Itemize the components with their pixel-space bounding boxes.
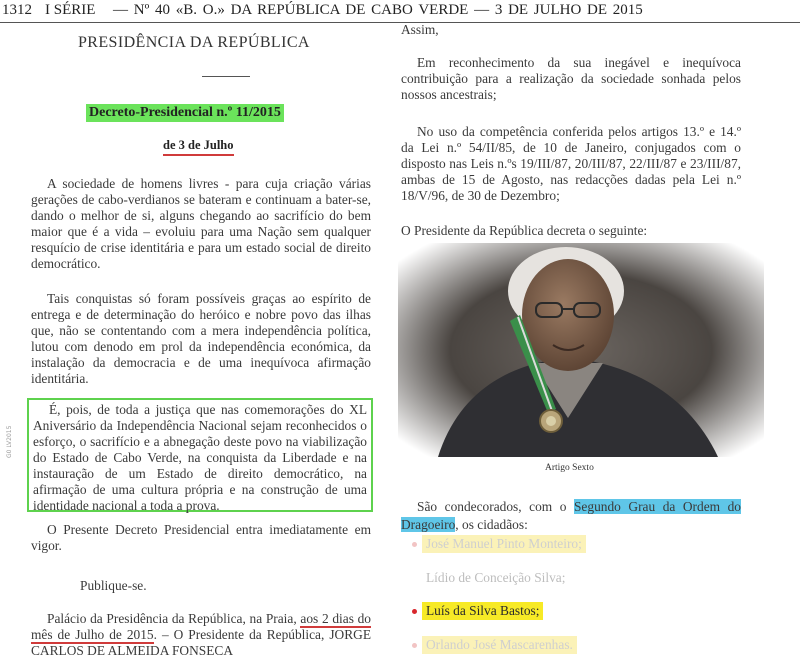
- decoration-intro: [401, 498, 741, 534]
- honoree-2: Lídio de Conceição Silva;: [426, 570, 566, 585]
- decrees-line: O Presidente da República decreta o seguinte:: [401, 223, 648, 238]
- article-caption: Artigo Sexto: [545, 463, 594, 473]
- closing-start: Palácio da Presidência da República, na Praia,: [47, 611, 297, 626]
- portrait-illustration: [398, 243, 764, 457]
- portrait-photo: [398, 243, 764, 457]
- page-number: 1312: [2, 2, 32, 18]
- honoree-1: José Manuel Pinto Monteiro;: [422, 535, 586, 553]
- closing-paragraph: [31, 611, 371, 659]
- closing-end: . – O Presidente da República, JORGE CARLOS DE ALMEIDA FONSECA: [31, 627, 372, 658]
- page-header: [0, 0, 800, 23]
- order-name: Segundo Grau da Ordem do Dragoeiro: [401, 499, 741, 532]
- honoree-3: Luís da Silva Bastos;: [422, 602, 543, 620]
- intro-end: , os cidadãos:: [455, 517, 528, 532]
- paragraph-1: A sociedade de homens livres - para cuja criação várias gerações de cabo-verdianos se bateram e continuam a bater-se, dando o melhor de si, alguns chegando ao sacrifício do bem maior que é a vida – evoluiu para uma Nação sem qualquer resquício de crise identitária e para um estado social de direito democrático.: [31, 176, 371, 271]
- closing-date: aos 2 dias do mês de Julho de 2015: [31, 611, 371, 642]
- assim-line: Assim,: [401, 22, 439, 37]
- page-title: PRESIDÊNCIA DA REPÚBLICA: [78, 34, 310, 51]
- paragraph-3: É, pois, de toda a justiça que nas comemorações do XL Aniversário da Independência Nacional sejam reconhecidos o esforço, o sacrifício e a abnegação deste povo na viabilização do Estado de Cabo Verde, na conquista da Liberdade e na instauração de um Estado de direito democrático, na afirmação de uma cultura própria e na construção de uma identidade nacional a toda a prova.: [33, 402, 367, 513]
- honoree-4: Orlando José Mascarenhas.: [422, 636, 577, 654]
- publish-line: Publique-se.: [80, 578, 147, 593]
- paragraph-2: Tais conquistas só foram possíveis graças ao espírito de entrega e de determinação do heróico e nobre povo das ilhas que, não se contentando com a mera independência política, lutou com denodo em prol da independência económica, da instalação da democracia e de uma inequívoca afirmação identitária.: [31, 291, 371, 386]
- decree-number: Decreto-Presidencial n.º 11/2015: [86, 104, 284, 122]
- issue-label: — Nº 40 «B. O.» DA REPÚBLICA DE CABO VERDE — 3 DE JULHO DE 2015: [113, 2, 643, 18]
- title-divider: [202, 76, 250, 77]
- honoree-bullet: [412, 542, 417, 547]
- honoree-bullet: [412, 609, 417, 614]
- competence-paragraph: No uso da competência conferida pelos artigos 13.º e 14.º da Lei n.º 54/II/85, de 10 de Janeiro, conjugados com o disposto nas Leis n.ºs 19/III/87, 20/III/87, 22/III/87 e 23/III/87, ambas de 15 de Agosto, nas redacções dadas pela Lei n.º 18/V/96, de 30 de Dezembro;: [401, 124, 741, 203]
- side-print: G0 LV2015: [6, 425, 13, 458]
- recognition-paragraph: Em reconhecimento da sua inegável e inequívoca contribuição para a realização da sociedade sonhada pelos nossos ancestrais;: [401, 55, 741, 102]
- decree-date: de 3 de Julho: [163, 138, 234, 156]
- intro-start: São condecorados, com o: [417, 499, 567, 514]
- honoree-bullet: [412, 643, 417, 648]
- paragraph-4: O Presente Decreto Presidencial entra imediatamente em vigor.: [31, 522, 371, 553]
- series-label: I SÉRIE: [45, 2, 96, 18]
